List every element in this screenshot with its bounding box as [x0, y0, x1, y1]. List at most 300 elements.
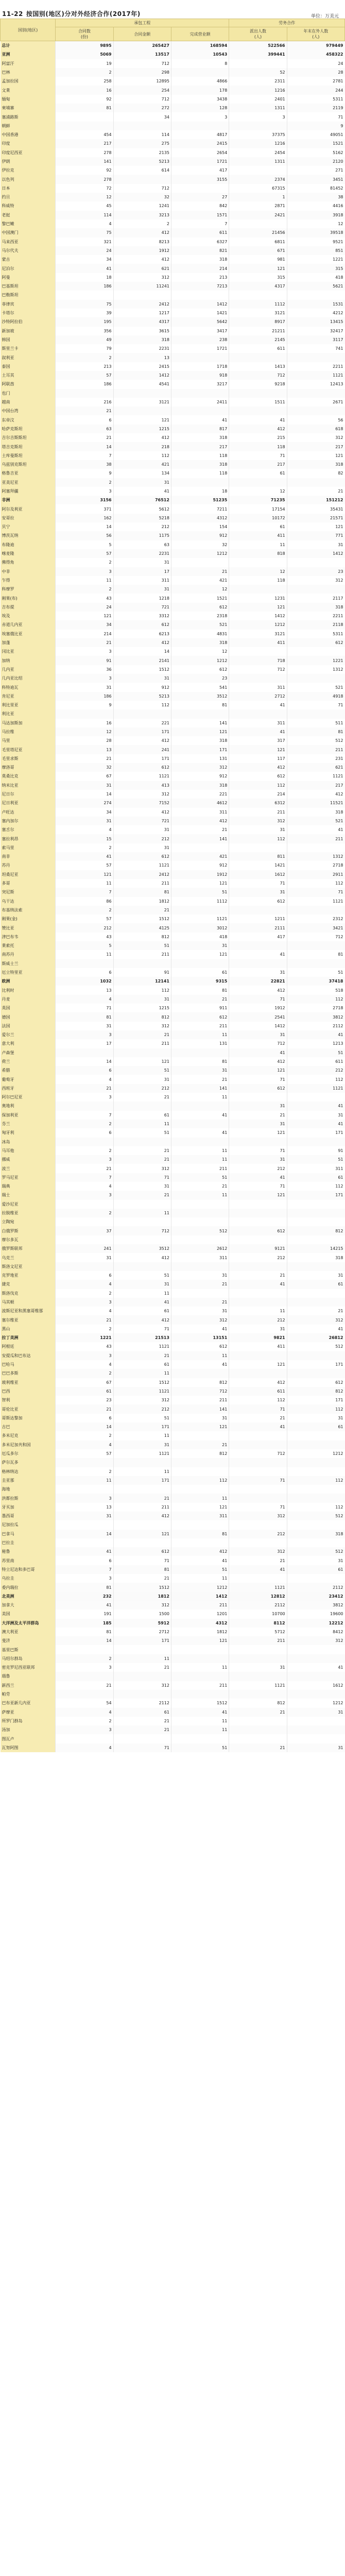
- cell-value: 81: [287, 727, 344, 736]
- cell-value: 741: [287, 344, 344, 353]
- cell-value: [229, 1262, 287, 1271]
- cell-value: 67: [56, 772, 113, 781]
- cell-value: 612: [171, 603, 229, 612]
- cell-value: 49051: [287, 130, 344, 139]
- table-row: [1, 344, 345, 353]
- table-row: [1, 719, 345, 727]
- cell-value: 21: [113, 906, 171, 914]
- table-row: [1, 558, 345, 567]
- cell-value: [113, 1200, 171, 1209]
- cell-value: 31: [113, 843, 171, 852]
- row-label: 美国: [1, 1609, 56, 1618]
- table-row: [1, 995, 345, 1004]
- row-label: 中非: [1, 567, 56, 576]
- row-label: 洪都拉斯: [1, 1494, 56, 1502]
- cell-value: [287, 1262, 344, 1271]
- cell-value: 41: [287, 1101, 344, 1110]
- cell-value: 6: [56, 1556, 113, 1565]
- cell-value: 2119: [287, 104, 344, 112]
- cell-value: [287, 906, 344, 914]
- table-row: [1, 1743, 345, 1752]
- cell-value: 6: [56, 1066, 113, 1075]
- cell-value: 121: [229, 603, 287, 612]
- cell-value: 22821: [229, 977, 287, 986]
- cell-value: 3512: [171, 692, 229, 701]
- cell-value: 2781: [287, 77, 344, 86]
- cell-value: [229, 1734, 287, 1743]
- cell-value: 21: [56, 1164, 113, 1173]
- cell-value: 3: [56, 647, 113, 656]
- cell-value: 38: [287, 193, 344, 201]
- cell-value: 3121: [229, 309, 287, 317]
- table-row: [1, 1378, 345, 1387]
- cell-value: 21: [171, 1298, 229, 1307]
- row-label: 德国: [1, 1012, 56, 1021]
- cell-value: 712: [229, 1039, 287, 1048]
- row-label: 古巴: [1, 1422, 56, 1431]
- cell-value: 5642: [171, 317, 229, 326]
- row-label: 纳米比亚: [1, 781, 56, 790]
- cell-value: 31: [113, 478, 171, 487]
- cell-value: 71: [229, 1476, 287, 1485]
- cell-value: 312: [113, 1396, 171, 1404]
- cell-value: 31: [171, 1414, 229, 1422]
- cell-value: 14: [56, 1057, 113, 1066]
- row-label: 利比里亚: [1, 701, 56, 709]
- cell-value: 6: [56, 1128, 113, 1137]
- table-row: [1, 1565, 345, 1574]
- cell-value: [56, 389, 113, 398]
- cell-value: 51: [171, 1173, 229, 1182]
- cell-value: 1512: [113, 914, 171, 923]
- cell-value: 315: [229, 273, 287, 282]
- cell-value: 311: [113, 576, 171, 585]
- cell-value: 1512: [113, 1583, 171, 1591]
- cell-value: [56, 1048, 113, 1057]
- cell-value: 1121: [287, 1084, 344, 1093]
- region-total-row: [1, 1333, 345, 1342]
- cell-value: 611: [287, 1057, 344, 1066]
- cell-value: [287, 558, 344, 567]
- row-label: 希腊: [1, 1066, 56, 1075]
- cell-value: 612: [171, 665, 229, 674]
- table-row: [1, 1494, 345, 1502]
- cell-value: 61: [113, 1111, 171, 1120]
- cell-value: 1413: [229, 362, 287, 371]
- row-label: 科摩罗: [1, 585, 56, 594]
- cell-value: 21: [229, 1111, 287, 1120]
- row-label: 塞浦路斯: [1, 112, 56, 121]
- cell-value: [171, 353, 229, 362]
- cell-value: 121: [56, 870, 113, 879]
- cell-value: [229, 1138, 287, 1146]
- row-label: 爱尔兰: [1, 1030, 56, 1039]
- cell-value: 24: [287, 59, 344, 68]
- cell-value: 3012: [171, 923, 229, 932]
- cell-value: 1421: [229, 861, 287, 870]
- cell-value: 41: [287, 1663, 344, 1672]
- cell-value: 21: [113, 1191, 171, 1199]
- row-label: 加纳: [1, 656, 56, 665]
- cell-value: [171, 959, 229, 968]
- table-row: [1, 1717, 345, 1725]
- table-row: [1, 1628, 345, 1636]
- cell-value: 7: [56, 1111, 113, 1120]
- row-label: 白俄罗斯: [1, 1226, 56, 1235]
- cell-value: 19600: [287, 1609, 344, 1618]
- cell-value: 3: [229, 112, 287, 121]
- row-label: 毛里求斯: [1, 754, 56, 763]
- row-label: 尼加拉瓜: [1, 1520, 56, 1529]
- row-label: 海地: [1, 1485, 56, 1494]
- cell-value: 421: [171, 576, 229, 585]
- row-label: 苏里南: [1, 1556, 56, 1565]
- cell-value: 21: [113, 1093, 171, 1101]
- cell-value: 211: [287, 745, 344, 754]
- cell-value: 2: [56, 558, 113, 567]
- cell-value: 8112: [229, 1619, 287, 1628]
- cell-value: 217: [229, 460, 287, 469]
- cell-value: 1612: [229, 870, 287, 879]
- cell-value: 4831: [171, 630, 229, 638]
- cell-value: [171, 1209, 229, 1217]
- table-body: [1, 41, 345, 1753]
- cell-value: 61: [113, 1360, 171, 1369]
- cell-value: 212: [287, 1066, 344, 1075]
- row-label: 吉尔吉斯斯坦: [1, 433, 56, 442]
- cell-value: 3: [56, 487, 113, 496]
- cell-value: 31: [113, 1280, 171, 1289]
- cell-value: 92: [56, 166, 113, 175]
- table-row: [1, 1138, 345, 1146]
- cell-value: [171, 291, 229, 299]
- cell-value: [113, 709, 171, 718]
- row-label: 新加坡: [1, 327, 56, 335]
- cell-value: 6811: [229, 238, 287, 246]
- cell-value: 112: [287, 1503, 344, 1512]
- cell-value: 91: [113, 968, 171, 977]
- table-row: [1, 175, 345, 183]
- cell-value: 1571: [171, 211, 229, 219]
- cell-value: 611: [229, 344, 287, 353]
- row-label: 安提瓜和巴布达: [1, 1351, 56, 1360]
- cell-value: 11: [56, 1476, 113, 1485]
- cell-value: 2: [56, 1431, 113, 1440]
- cell-value: 1121: [113, 861, 171, 870]
- cell-value: [171, 1369, 229, 1378]
- row-label: 伊朗: [1, 157, 56, 166]
- row-label: 牙买加: [1, 1503, 56, 1512]
- cell-value: 121: [113, 415, 171, 424]
- cell-value: 612: [113, 852, 171, 861]
- cell-value: 17154: [229, 504, 287, 513]
- cell-value: 141: [171, 1084, 229, 1093]
- cell-value: 121: [229, 745, 287, 754]
- cell-value: 412: [287, 790, 344, 799]
- cell-value: 312: [113, 790, 171, 799]
- cell-value: 2: [56, 1209, 113, 1217]
- cell-value: 2: [56, 1146, 113, 1155]
- table-row: [1, 1066, 345, 1075]
- table-row: [1, 861, 345, 870]
- table-row: [1, 870, 345, 879]
- cell-value: [171, 1262, 229, 1271]
- cell-value: 14: [56, 442, 113, 451]
- cell-value: 131: [171, 1039, 229, 1048]
- cell-value: 812: [171, 1378, 229, 1387]
- cell-value: [287, 1717, 344, 1725]
- cell-value: 211: [113, 879, 171, 888]
- cell-value: 2: [56, 906, 113, 914]
- table-row: [1, 763, 345, 772]
- cell-value: 5213: [113, 692, 171, 701]
- cell-value: 1112: [171, 897, 229, 906]
- cell-value: 71: [113, 1173, 171, 1182]
- cell-value: 171: [113, 1636, 171, 1645]
- cell-value: 39: [56, 309, 113, 317]
- row-label: 赞比亚: [1, 923, 56, 932]
- cell-value: 1812: [113, 897, 171, 906]
- table-row: [1, 1503, 345, 1512]
- table-row: [1, 1681, 345, 1690]
- cell-value: 211: [229, 808, 287, 817]
- row-label: 赤道几内亚: [1, 620, 56, 629]
- cell-value: 9: [56, 701, 113, 709]
- cell-value: 21: [171, 1182, 229, 1191]
- cell-value: 23: [171, 674, 229, 683]
- cell-value: 5712: [229, 1628, 287, 1636]
- table-row: [1, 389, 345, 398]
- cell-value: 171: [171, 745, 229, 754]
- cell-value: 411: [229, 1342, 287, 1351]
- cell-value: 71: [287, 701, 344, 709]
- row-label: 意大利: [1, 1039, 56, 1048]
- cell-value: 31: [287, 1743, 344, 1752]
- cell-value: 912: [113, 683, 171, 691]
- cell-value: 32: [113, 193, 171, 201]
- cell-value: 4866: [171, 77, 229, 86]
- cell-value: 712: [113, 59, 171, 68]
- cell-value: 215: [229, 433, 287, 442]
- cell-value: 11: [171, 1574, 229, 1583]
- cell-value: 31: [229, 1663, 287, 1672]
- cell-value: 312: [287, 1315, 344, 1324]
- row-label: 巴拿马: [1, 1530, 56, 1538]
- cell-value: 41: [171, 1325, 229, 1333]
- table-row: [1, 630, 345, 638]
- cell-value: 315: [287, 264, 344, 273]
- cell-value: 272: [113, 104, 171, 112]
- header-group-contracting: 承包工程: [56, 19, 229, 27]
- header-contract-amount: 合同金额: [113, 27, 171, 41]
- cell-value: [171, 843, 229, 852]
- table-row: [1, 1342, 345, 1351]
- row-label: 越南: [1, 398, 56, 406]
- row-label: 波兰: [1, 1164, 56, 1173]
- cell-value: 412: [229, 425, 287, 433]
- cell-value: [287, 1209, 344, 1217]
- table-row: [1, 201, 345, 210]
- cell-value: [229, 1431, 287, 1440]
- row-label: 保加利亚: [1, 1111, 56, 1120]
- cell-value: 611: [171, 228, 229, 237]
- cell-value: [113, 1138, 171, 1146]
- cell-value: 121: [287, 522, 344, 531]
- cell-value: [171, 1235, 229, 1244]
- cell-value: 2120: [287, 157, 344, 166]
- row-label: 伊拉克: [1, 166, 56, 175]
- cell-value: 1812: [113, 1592, 171, 1601]
- row-label: 柬埔寨: [1, 104, 56, 112]
- cell-value: 3: [56, 1191, 113, 1199]
- cell-value: 356: [56, 327, 113, 335]
- table-row: [1, 674, 345, 683]
- row-label: 以色列: [1, 175, 56, 183]
- table-row: [1, 1387, 345, 1396]
- cell-value: 3156: [56, 496, 113, 504]
- cell-value: 8: [171, 59, 229, 68]
- row-label: 非洲: [1, 496, 56, 504]
- row-label: 奥地利: [1, 1101, 56, 1110]
- cell-value: [229, 1369, 287, 1378]
- cell-value: 412: [229, 986, 287, 994]
- table-row: [1, 1120, 345, 1128]
- cell-value: 31: [56, 781, 113, 790]
- cell-value: 14: [56, 1422, 113, 1431]
- cell-value: 1216: [229, 86, 287, 94]
- cell-value: 512: [287, 1512, 344, 1520]
- cell-value: 75: [56, 228, 113, 237]
- row-label: 马其顿: [1, 1298, 56, 1307]
- cell-value: [229, 1485, 287, 1494]
- cell-value: [171, 68, 229, 77]
- cell-value: 412: [113, 808, 171, 817]
- cell-value: 57: [56, 914, 113, 923]
- cell-value: 75: [56, 300, 113, 309]
- cell-value: 6: [56, 1271, 113, 1280]
- table-row: [1, 1414, 345, 1422]
- cell-value: 3918: [287, 211, 344, 219]
- table-row: [1, 986, 345, 994]
- cell-value: 2415: [171, 139, 229, 148]
- cell-value: 71: [113, 1743, 171, 1752]
- row-label: 基里巴斯: [1, 1645, 56, 1654]
- cell-value: 14: [113, 647, 171, 656]
- cell-value: 211: [113, 950, 171, 959]
- cell-value: 1216: [229, 139, 287, 148]
- cell-value: 31: [171, 1066, 229, 1075]
- cell-value: 2: [56, 1467, 113, 1476]
- row-label: 老挝: [1, 211, 56, 219]
- cell-value: 21: [229, 1743, 287, 1752]
- row-label: 利比亚: [1, 709, 56, 718]
- cell-value: 318: [287, 1253, 344, 1262]
- cell-value: 141: [171, 1404, 229, 1413]
- row-label: 加拿大: [1, 1601, 56, 1609]
- row-label: 挪威: [1, 1155, 56, 1164]
- table-row: [1, 1253, 345, 1262]
- table-row: [1, 1030, 345, 1039]
- cell-value: 21: [56, 406, 113, 415]
- cell-value: 5: [56, 540, 113, 549]
- cell-value: 1121: [287, 897, 344, 906]
- cell-value: 1412: [171, 300, 229, 309]
- cell-value: 13: [56, 986, 113, 994]
- cell-value: 28: [287, 68, 344, 77]
- cell-value: 1412: [287, 549, 344, 558]
- cell-value: 86: [56, 897, 113, 906]
- cell-value: 112: [287, 1182, 344, 1191]
- row-label: 波斯尼亚和黑塞哥维那: [1, 1307, 56, 1315]
- cell-value: 11: [171, 1030, 229, 1039]
- row-label: 塞舌尔: [1, 825, 56, 834]
- cell-value: 521: [287, 817, 344, 825]
- cell-value: 11: [171, 1663, 229, 1672]
- cell-value: 31: [113, 558, 171, 567]
- row-label: 罗马尼亚: [1, 1173, 56, 1182]
- cell-value: 2112: [287, 1583, 344, 1591]
- cell-value: 186: [56, 282, 113, 291]
- cell-value: 171: [287, 1360, 344, 1369]
- cell-value: 21: [171, 825, 229, 834]
- cell-value: 2112: [229, 1601, 287, 1609]
- table-row: [1, 585, 345, 594]
- cell-value: [229, 1645, 287, 1654]
- cell-value: 9: [287, 122, 344, 130]
- row-label: 博茨瓦纳: [1, 531, 56, 540]
- cell-value: 4541: [113, 380, 171, 388]
- row-label: 立陶宛: [1, 1217, 56, 1226]
- table-row: [1, 300, 345, 309]
- cell-value: 1312: [287, 852, 344, 861]
- cell-value: 3: [56, 1351, 113, 1360]
- cell-value: 3615: [113, 327, 171, 335]
- cell-value: [229, 1494, 287, 1502]
- cell-value: 5218: [113, 514, 171, 522]
- cell-value: 131: [171, 754, 229, 763]
- cell-value: 171: [113, 727, 171, 736]
- row-label: 菲律宾: [1, 300, 56, 309]
- cell-value: 454: [56, 130, 113, 139]
- cell-value: [287, 959, 344, 968]
- cell-value: 57: [56, 549, 113, 558]
- cell-value: [229, 353, 287, 362]
- row-label: 瑞典: [1, 1182, 56, 1191]
- cell-value: 1032: [56, 977, 113, 986]
- page-title: [2, 9, 141, 18]
- cell-value: 4: [56, 1075, 113, 1083]
- cell-value: 11: [113, 1467, 171, 1476]
- cell-value: 16: [56, 86, 113, 94]
- table-row: [1, 112, 345, 121]
- cell-value: 238: [171, 335, 229, 344]
- cell-value: 82: [287, 469, 344, 478]
- row-label: 缅甸: [1, 95, 56, 104]
- cell-value: [287, 353, 344, 362]
- cell-value: 34: [113, 112, 171, 121]
- cell-value: 185: [56, 1619, 113, 1628]
- cell-value: 218: [113, 442, 171, 451]
- row-label: 塞内加尔: [1, 817, 56, 825]
- cell-value: 4312: [171, 514, 229, 522]
- cell-value: 7: [56, 451, 113, 460]
- cell-value: 412: [113, 736, 171, 745]
- cell-value: [287, 674, 344, 683]
- table-row: [1, 282, 345, 291]
- cell-value: 171: [113, 1422, 171, 1431]
- cell-value: 3121: [113, 398, 171, 406]
- row-label: 佛得角: [1, 558, 56, 567]
